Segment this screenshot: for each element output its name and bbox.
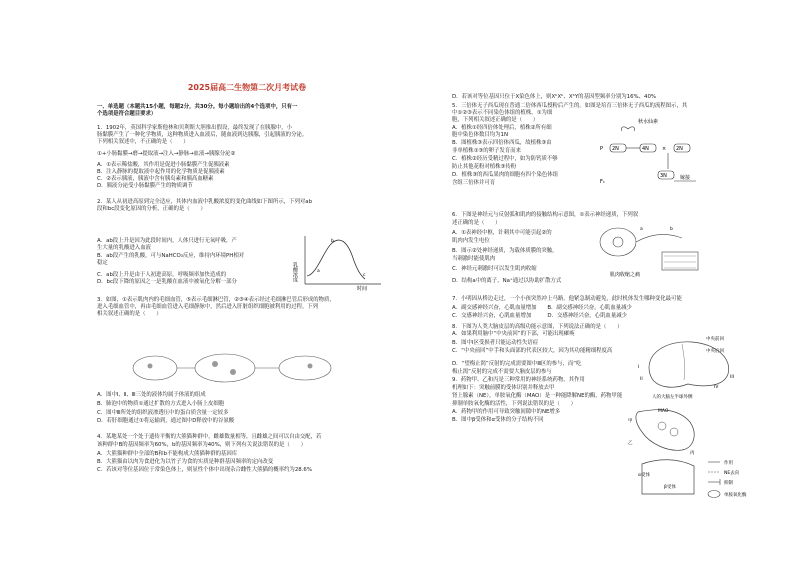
right-line: 非单植株①③的卵子发育而来 xyxy=(452,148,521,154)
brain-II: II xyxy=(640,377,643,382)
left-line: A．①表示稀盐酸，其作用是促进小肠黏膜产生促胰液素 xyxy=(97,162,230,168)
right-line: C．植株②经历受精过程中，如为防钙质不够 xyxy=(452,156,558,162)
mao-label: MAO xyxy=(658,409,669,414)
back-gyrus-label: 中央后回 xyxy=(706,349,724,354)
right-line: A．植株①经四倍体处理后，植株②所有细 xyxy=(452,125,552,131)
right-line: 含组三倍体并可育 xyxy=(452,180,496,186)
right-line: 5．三倍体无子西瓜现在普通二倍体西瓜授粉后产生的。如图是培育三倍体无子西瓜的流程图示，其 xyxy=(452,103,688,109)
right-line: 当刺激时能使肌肉 xyxy=(452,256,496,262)
right-line: B．图示②处神经递质，为载体质膜的突触， xyxy=(452,248,558,254)
left-line: C．图中Ⅲ所处的组织液渗透压中的蛋白质含量一定较多 xyxy=(97,410,229,416)
left-line: A．图中Ⅰ、Ⅱ、Ⅲ三处的液体均属于体液的组成 xyxy=(97,392,206,398)
lactate-graph xyxy=(292,232,385,292)
left-line: 该种群中B的基因频率为60%，b的基因频率为40%，则下列有关说法错误的是（ ） xyxy=(97,442,306,448)
breeding-diagram xyxy=(598,117,713,195)
right-line: 肾上腺素（NE），单胺氧化酶（MAO）是一种能降解NE的酶，药物甲能 xyxy=(452,393,623,399)
left-line: A．大熊猫种群中全部的B和b不能构成大熊猫种群的基因库 xyxy=(97,451,238,457)
left-line: 一、单选题（本题共15小题，每题2分，共30分。每小题给出的4个选项中，只有一 xyxy=(97,104,298,110)
p-label: P xyxy=(600,146,604,152)
brain-III: III xyxy=(730,375,734,380)
left-line: D．若肝细胞通过①将运输到，通过图中D释放中的谷氨酸 xyxy=(97,418,235,424)
graph-ylabel: 乳酸浓度 xyxy=(292,262,298,282)
left-line: 下列相关叙述中，不正确的是（ ） xyxy=(97,139,189,145)
reflex-b: b xyxy=(670,227,673,232)
right-line: 机理如下：突触前膜的受体识别并释放去甲 xyxy=(452,385,555,391)
right-line: D．植株③的西瓜果肉的细胞有四个染色体组 xyxy=(452,172,559,178)
legend-ne: NE去向 xyxy=(724,471,740,476)
graft-label: 嫁接 xyxy=(680,175,691,181)
alpha-label: α受体 xyxy=(638,473,650,478)
cross-label: × xyxy=(662,146,667,152)
right-line: A．如果利用脑中“中央前回”的下部，可能出现瘫痪 xyxy=(452,331,575,337)
graph-xlabel: 时间 xyxy=(357,286,368,292)
brain-caption: 人的大脑左半球外侧 xyxy=(652,395,693,400)
reflex-label: 肌肉收缩之痛 xyxy=(610,272,641,278)
left-line: A．ab段上升是因为此段时间内，人体只进行无氧呼吸，产 xyxy=(97,238,237,244)
exam-title: 2025届高二生物第二次月考试卷 xyxy=(187,83,307,92)
left-line: 段和bc段变化原因的分析，正确的是（ ） xyxy=(97,206,206,212)
right-line: 6．下图是神经元与反射弧和肌肉的接触结构示意图，①表示神经递质，下列叙 xyxy=(452,212,639,218)
left-line: D．bc段下降的原因之一是乳酸在血液中被氧化分解一部分 xyxy=(97,279,237,285)
right-line: B．图中β受体和α受体的分子结构不同 xyxy=(452,417,544,423)
right-line: 胞，下列相关叙述正确的是（ ） xyxy=(452,117,539,123)
brain-figure xyxy=(636,334,746,400)
left-line: 4．某地某处一个处于遗传平衡的大熊猫种群中，雌雄数量相等，且雌雄之间可以自由交配，若 xyxy=(97,434,322,440)
right-line: D．结构a中的离子，Na⁺通过以协助扩散方式 xyxy=(452,278,562,284)
left-line: ①+小肠黏膜→磨→提取液→注入→静脉→血液→胰腺分泌② xyxy=(97,151,236,157)
left-line: B．ab段产生的乳酸，可与NaHCO₃反应，维持内环境PH相对 xyxy=(97,253,245,259)
left-line: B．注入静脉的提取液中起作用的化学物质是促胰液素 xyxy=(97,169,225,175)
drug-bing: 丙 xyxy=(690,451,695,456)
right-line: 中①②③表示不同染色体组的植株，①为细 xyxy=(452,110,553,116)
right-line: C．神经元刺激时可以发生肌肉收缩 xyxy=(452,266,537,272)
legend-inhibit: 抑制 xyxy=(724,481,733,486)
left-line: C．ab段上升是由于人初进高原，呼吸频率加快造成的 xyxy=(97,272,227,278)
right-line: D．若该对等位基因只位于X染色体上，则XᵇXᵇ、XᵇY的基因型频率分别为16%、40% xyxy=(452,94,657,100)
left-line: 稳定 xyxy=(97,260,108,266)
left-line: 进入毛细血管中，再由毛细血管进入毛细静脉中，然后进入肝脏组织细胞被利用的过程。下列 xyxy=(97,304,319,310)
n4-label: 4N xyxy=(642,146,649,152)
left-line: 2．某人从初进高原到完全适应，其体内血液中乳酸浓度的变化曲线如下图所示，下列对ab xyxy=(97,199,312,205)
left-line: C．②表示胰液，胰液中含有胰岛素和胰高血糖素 xyxy=(97,176,214,182)
right-line: 7．小明因从桥边走过，一个小孩突然冲上马路，他紧急制动避免，此时机体发生哪种变化最可能 xyxy=(452,296,682,302)
right-line: 述正确的是（ ） xyxy=(452,220,501,226)
left-line: 个选项是符合题目要求） xyxy=(97,111,157,117)
legend-mao: 单胺氧化酶 xyxy=(724,493,747,498)
left-line: 3．如图，①表示肌肉内的毛细血管，⑤表示毛细淋巴管，②③④表示经过毛细淋巴管后形成的物质， xyxy=(97,297,335,303)
right-line: A．副交感神经兴奋，心肌血量增加 B．副交感神经兴奋，心肌血量减少 xyxy=(452,305,632,311)
left-line: C．若该对等位基因位于常染色体上，则显性个体中出现杂合雌性大熊猫的概率约为28.6% xyxy=(97,467,312,473)
brain-I: I xyxy=(638,365,640,370)
right-line: A．药物甲的作用可导致突触间隙中的NE增多 xyxy=(452,409,561,415)
n2-label-2: 2N xyxy=(676,146,683,152)
right-line: 抑制单胺氧化酶的活性，下列说法错误的是（ ） xyxy=(452,401,576,407)
right-line: D．“望梅止渴”反射的完成需要图中Ⅲ区的参与，而“吃 xyxy=(452,361,582,367)
colchicine-label: 秋水仙素 xyxy=(638,119,659,125)
left-line: 肠黏膜产生了一种化学物质，这种物质进入血液后，随血液到达胰腺，引起胰液的分泌。 xyxy=(97,132,308,138)
right-line: 肌肉内发生电位 xyxy=(452,238,490,244)
left-line: 生大量的乳酸进入血液 xyxy=(97,245,151,251)
n2-label: 2N xyxy=(612,146,619,152)
right-line: C．交感神经兴奋，心肌血量增加 D．交感神经兴奋，心肌血量减少 xyxy=(452,313,628,319)
left-line: D．胰液分泌受小肠黏膜产生的物质调节 xyxy=(97,183,193,189)
synapse-figure xyxy=(628,404,768,504)
graph-point-b: b xyxy=(331,239,334,244)
f1-label: F₁ xyxy=(600,179,605,185)
beta-label: β受体 xyxy=(664,485,676,490)
drug-yi: 乙 xyxy=(628,441,633,446)
left-line: 1．1902年，英国科学家斯他林和贝利斯大胆推出假设，最终发现了在胰腺中，小 xyxy=(97,125,293,131)
right-line: B．图中Ⅰ区受损者只能运动性失语症 xyxy=(452,340,539,346)
graph-point-c: c xyxy=(363,273,366,278)
right-line: 胞中染色体数目均为1N xyxy=(452,132,508,138)
right-line: A．①表神经中枢，针刺其中可能引起②的 xyxy=(452,230,552,236)
legend-action: 作用 xyxy=(724,461,733,466)
right-line: 梅止渴”反射的完成不需要大脑皮层的参与 xyxy=(452,369,552,375)
reflex-a: a xyxy=(640,227,643,232)
graph-point-a: a xyxy=(317,269,320,274)
right-line: 9．药物甲、乙和丙是三种常用的神经系统药物，其作用 xyxy=(452,377,585,383)
right-line: C．“中央前回”中手和头面部的代表区较大，因为其功能精细程度高 xyxy=(452,348,613,354)
right-line: 防止其他花粉对植株③传粉 xyxy=(452,164,517,170)
n3-label: 3N xyxy=(660,173,667,179)
front-gyrus-label: 中央前回 xyxy=(706,337,724,342)
left-line: B．肺泡中的物质①通过扩散的方式进入小肠上皮细胞 xyxy=(97,401,225,407)
drug-jia: 甲 xyxy=(628,419,633,424)
capillary-figure xyxy=(115,346,375,390)
left-line: 相关叙述正确的是（ ） xyxy=(97,311,162,317)
right-line: 8．下图为人类大脑皮层的高级功能示意图，下列说法正确的是（ ） xyxy=(452,324,623,330)
left-line: B．大熊猫由以肉为食进化为以竹子为食的实质是种群基因频率的定向改变 xyxy=(97,459,274,465)
right-line: B．图植株③表示四倍体西瓜，故植株③由 xyxy=(452,140,552,146)
reflex-figure xyxy=(590,220,702,282)
brain-IV: IV xyxy=(714,385,719,390)
